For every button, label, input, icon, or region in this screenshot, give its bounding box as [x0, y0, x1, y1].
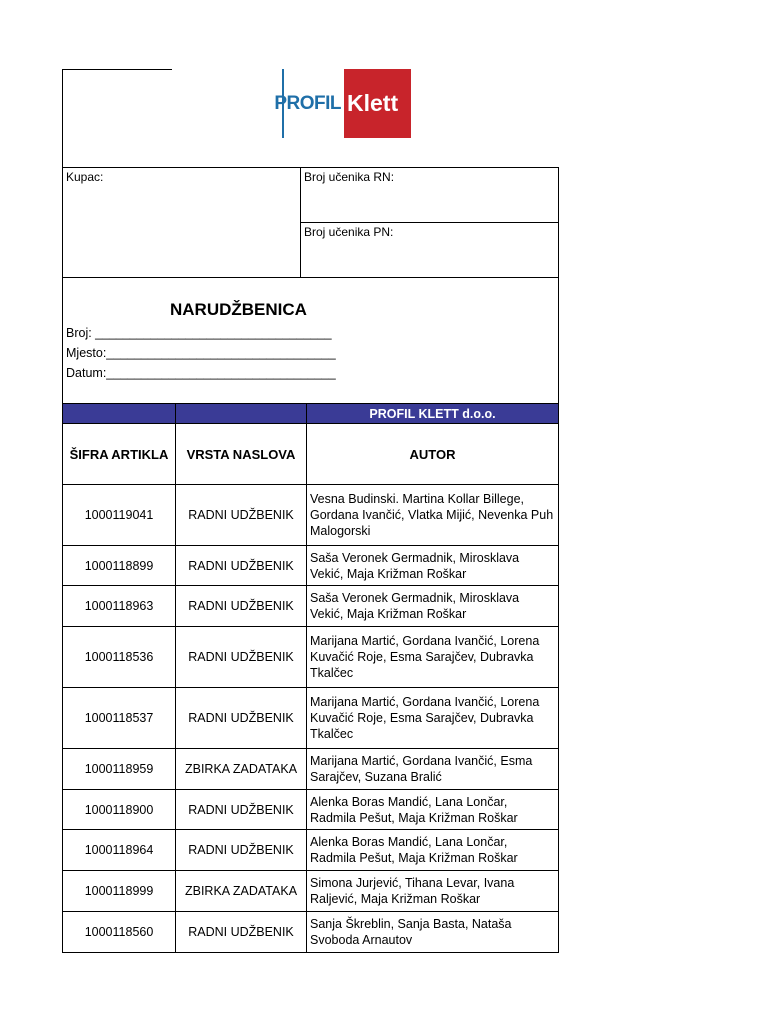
authors: Alenka Boras Mandić, Lana Lončar, Radmila Pešut, Maja Križman Roškar — [307, 790, 559, 830]
date-field[interactable]: Datum:_________________________________ — [66, 366, 336, 380]
article-code: 1000118560 — [63, 912, 176, 953]
column-header-row — [63, 424, 559, 485]
logo-klett-text: Klett — [344, 69, 411, 138]
title-type: ZBIRKA ZADATAKA — [176, 871, 307, 912]
table-row — [63, 627, 559, 688]
authors: Alenka Boras Mandić, Lana Lončar, Radmila Pešut, Maja Križman Roškar — [307, 830, 559, 871]
table-row — [63, 546, 559, 586]
title-type: RADNI UDŽBENIK — [176, 546, 307, 586]
table-row — [63, 688, 559, 749]
authors: Marijana Martić, Gordana Ivančić, Lorena Kuvačić Roje, Esma Sarajčev, Dubravka Tkalčec — [307, 627, 559, 688]
top-border-line — [62, 69, 172, 70]
article-code: 1000118963 — [63, 586, 176, 627]
article-code: 1000118900 — [63, 790, 176, 830]
place-field[interactable]: Mjesto:_________________________________ — [66, 346, 336, 360]
column-header-author: AUTOR — [307, 424, 559, 485]
title-type: RADNI UDŽBENIK — [176, 485, 307, 546]
table-row — [63, 871, 559, 912]
number-field[interactable]: Broj: __________________________________ — [66, 326, 332, 340]
column-header-code: ŠIFRA ARTIKLA — [63, 424, 176, 485]
authors: Simona Jurjević, Tihana Levar, Ivana Raljević, Maja Križman Roškar — [307, 871, 559, 912]
authors: Marijana Martić, Gordana Ivančić, Lorena Kuvačić Roje, Esma Sarajčev, Dubravka Tkalčec — [307, 688, 559, 749]
customer-field[interactable] — [62, 167, 301, 278]
students-pn-label: Broj učenika PN: — [304, 225, 394, 239]
students-rn-field[interactable] — [300, 167, 559, 223]
students-rn-label: Broj učenika RN: — [304, 170, 395, 184]
title-type: RADNI UDŽBENIK — [176, 627, 307, 688]
title-type: RADNI UDŽBENIK — [176, 586, 307, 627]
students-pn-field[interactable] — [300, 222, 559, 278]
company-header-row — [63, 404, 559, 424]
table-row — [63, 485, 559, 546]
article-code: 1000118536 — [63, 627, 176, 688]
title-type: RADNI UDŽBENIK — [176, 912, 307, 953]
authors: Saša Veronek Germadnik, Mirosklava Vekić, Maja Križman Roškar — [307, 586, 559, 627]
table-row — [63, 830, 559, 871]
profil-klett-logo — [274, 69, 411, 138]
table-row — [63, 912, 559, 953]
section-right-border — [558, 278, 559, 403]
article-code: 1000118959 — [63, 749, 176, 790]
customer-label: Kupac: — [66, 170, 104, 184]
title-type: RADNI UDŽBENIK — [176, 830, 307, 871]
title-type: ZBIRKA ZADATAKA — [176, 749, 307, 790]
company-header-empty-1 — [63, 404, 176, 424]
logo-profil-text: PROFIL — [282, 69, 344, 138]
table-row — [63, 790, 559, 830]
column-header-type: VRSTA NASLOVA — [176, 424, 307, 485]
table-row — [63, 586, 559, 627]
table-row — [63, 749, 559, 790]
authors: Vesna Budinski. Martina Kollar Billege, Gordana Ivančić, Vlatka Mijić, Nevenka Puh Malogorski — [307, 485, 559, 546]
article-code: 1000118537 — [63, 688, 176, 749]
company-name: PROFIL KLETT d.o.o. — [307, 404, 559, 424]
title-type: RADNI UDŽBENIK — [176, 688, 307, 749]
company-header-empty-2 — [176, 404, 307, 424]
authors: Marijana Martić, Gordana Ivančić, Esma Sarajčev, Suzana Bralić — [307, 749, 559, 790]
article-code: 1000118964 — [63, 830, 176, 871]
article-code: 1000118999 — [63, 871, 176, 912]
order-table — [62, 403, 559, 953]
title-type: RADNI UDŽBENIK — [176, 790, 307, 830]
authors: Saša Veronek Germadnik, Mirosklava Vekić, Maja Križman Roškar — [307, 546, 559, 586]
article-code: 1000119041 — [63, 485, 176, 546]
document-title: NARUDŽBENICA — [170, 300, 307, 319]
authors: Sanja Škreblin, Sanja Basta, Nataša Svoboda Arnautov — [307, 912, 559, 953]
article-code: 1000118899 — [63, 546, 176, 586]
